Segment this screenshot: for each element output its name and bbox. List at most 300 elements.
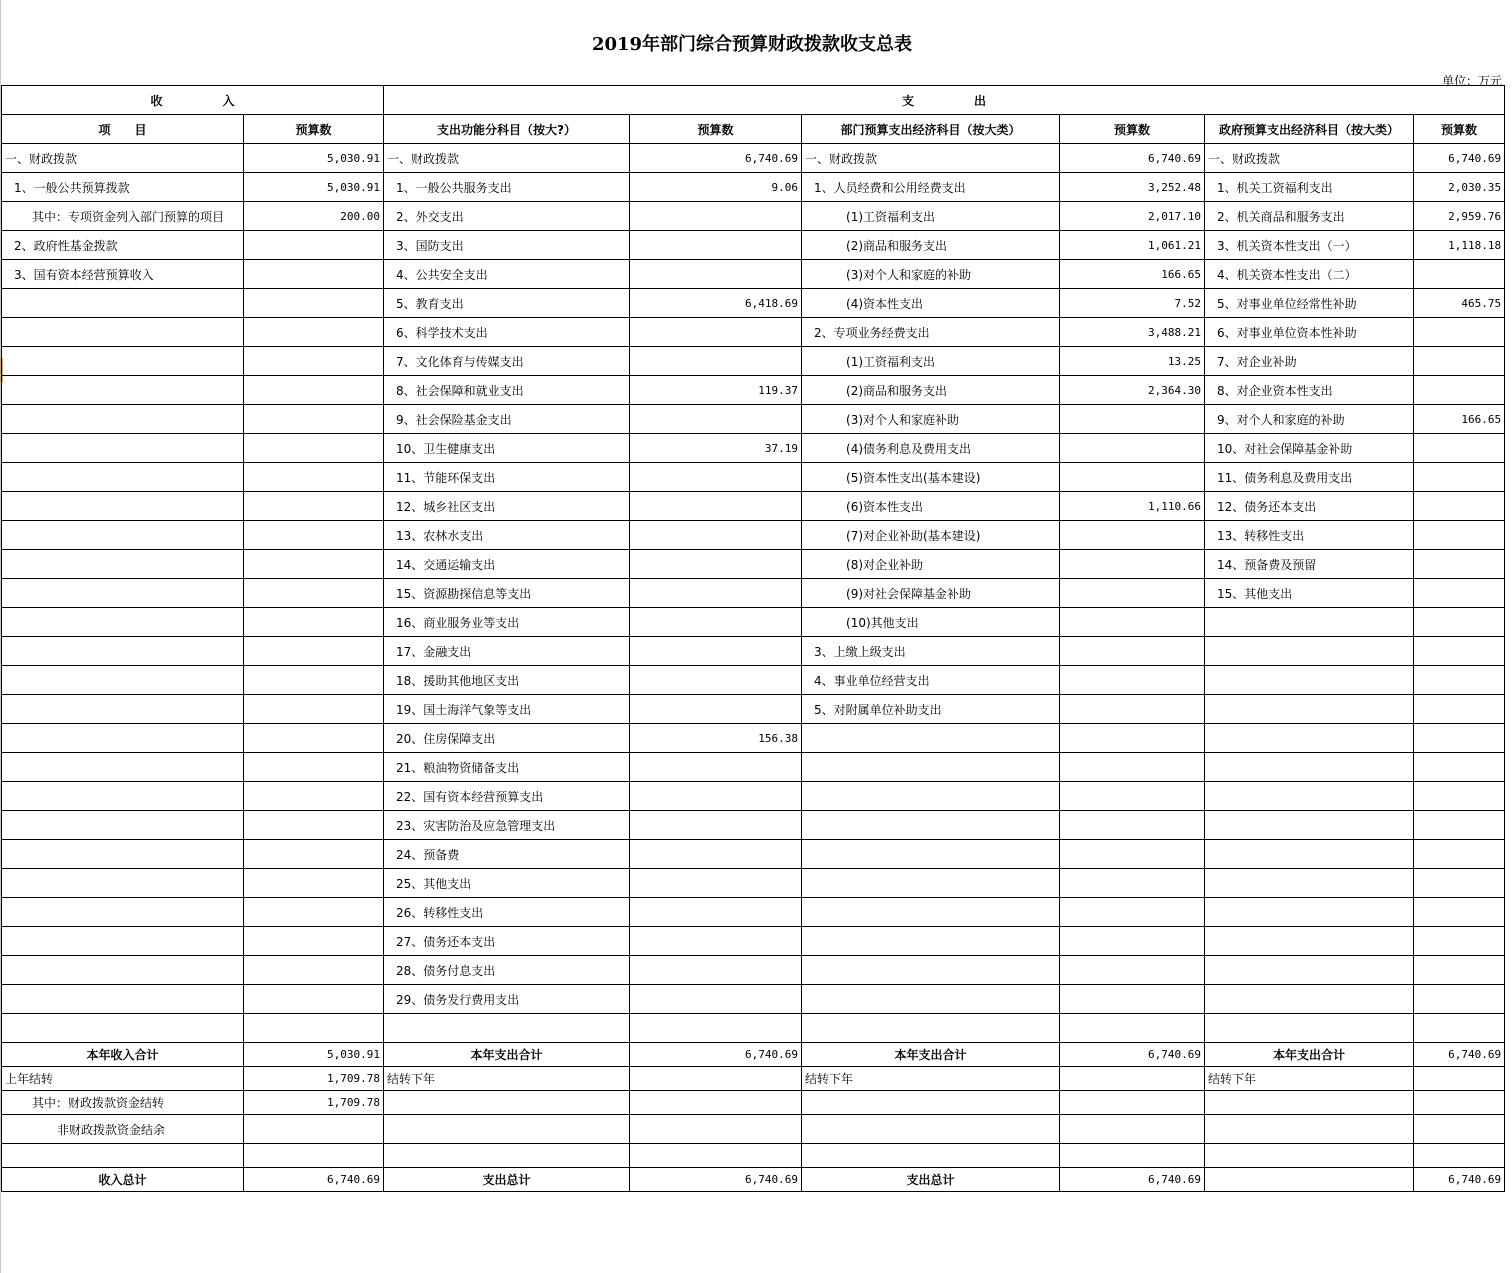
dept-econ-cell[interactable]: 5、对附属单位补助支出 — [802, 695, 1060, 724]
income-item-cell[interactable] — [2, 463, 244, 492]
gov-econ-cell[interactable]: 15、其他支出 — [1205, 579, 1414, 608]
income-item-cell[interactable] — [2, 724, 244, 753]
empty-cell[interactable] — [1060, 1115, 1205, 1144]
gov-budget-cell[interactable] — [1414, 782, 1505, 811]
dept-budget-cell[interactable]: 2,017.10 — [1060, 202, 1205, 231]
income-budget-cell[interactable]: 200.00 — [244, 202, 384, 231]
fiscal-carry-value[interactable]: 1,709.78 — [244, 1091, 384, 1115]
gov-budget-cell[interactable] — [1414, 376, 1505, 405]
func-subject-cell[interactable]: 25、其他支出 — [384, 869, 630, 898]
func-budget-cell[interactable] — [630, 463, 802, 492]
income-budget-cell[interactable] — [244, 724, 384, 753]
gov-budget-cell[interactable] — [1414, 869, 1505, 898]
gov-budget-cell[interactable] — [1414, 463, 1505, 492]
income-budget-cell[interactable] — [244, 550, 384, 579]
func-subject-cell[interactable]: 9、社会保险基金支出 — [384, 405, 630, 434]
func-subject-cell[interactable]: 15、资源勘探信息等支出 — [384, 579, 630, 608]
empty-cell[interactable] — [630, 1144, 802, 1168]
dept-econ-cell[interactable] — [802, 753, 1060, 782]
income-item-cell[interactable] — [2, 550, 244, 579]
year-expense-value[interactable]: 6,740.69 — [630, 1043, 802, 1067]
empty-cell[interactable] — [1414, 1067, 1505, 1091]
year-expense-value[interactable]: 6,740.69 — [1060, 1043, 1205, 1067]
dept-econ-cell[interactable]: 一、财政拨款 — [802, 144, 1060, 173]
gov-budget-cell[interactable]: 2,030.35 — [1414, 173, 1505, 202]
empty-cell[interactable] — [1205, 1115, 1414, 1144]
gov-budget-cell[interactable] — [1414, 811, 1505, 840]
func-subject-cell[interactable]: 11、节能环保支出 — [384, 463, 630, 492]
gov-budget-cell[interactable] — [1414, 1014, 1505, 1043]
func-budget-cell[interactable] — [630, 666, 802, 695]
gov-econ-cell[interactable] — [1205, 782, 1414, 811]
func-budget-cell[interactable] — [630, 985, 802, 1014]
income-budget-cell[interactable] — [244, 405, 384, 434]
dept-budget-cell[interactable] — [1060, 724, 1205, 753]
income-budget-cell[interactable] — [244, 637, 384, 666]
gov-budget-cell[interactable]: 166.65 — [1414, 405, 1505, 434]
income-budget-cell[interactable] — [244, 318, 384, 347]
income-item-cell[interactable] — [2, 927, 244, 956]
dept-budget-cell[interactable] — [1060, 405, 1205, 434]
gov-econ-cell[interactable] — [1205, 695, 1414, 724]
func-subject-cell[interactable]: 6、科学技术支出 — [384, 318, 630, 347]
gov-econ-cell[interactable]: 5、对事业单位经常性补助 — [1205, 289, 1414, 318]
income-budget-cell[interactable] — [244, 231, 384, 260]
year-expense-label[interactable]: 本年支出合计 — [1205, 1043, 1414, 1067]
gov-budget-cell[interactable]: 465.75 — [1414, 289, 1505, 318]
func-budget-cell[interactable] — [630, 1014, 802, 1043]
income-item-cell[interactable] — [2, 405, 244, 434]
dept-econ-cell[interactable] — [802, 927, 1060, 956]
func-budget-cell[interactable] — [630, 318, 802, 347]
dept-budget-cell[interactable] — [1060, 434, 1205, 463]
gov-econ-cell[interactable] — [1205, 840, 1414, 869]
grand-expense-value[interactable]: 6,740.69 — [1414, 1168, 1505, 1192]
func-budget-cell[interactable] — [630, 811, 802, 840]
func-subject-cell[interactable]: 26、转移性支出 — [384, 898, 630, 927]
func-budget-cell[interactable]: 37.19 — [630, 434, 802, 463]
dept-budget-cell[interactable] — [1060, 840, 1205, 869]
dept-econ-cell[interactable]: 3、上缴上级支出 — [802, 637, 1060, 666]
empty-cell[interactable] — [1414, 1144, 1505, 1168]
dept-econ-cell[interactable] — [802, 898, 1060, 927]
gov-budget-cell[interactable] — [1414, 347, 1505, 376]
gov-budget-cell[interactable] — [1414, 318, 1505, 347]
func-budget-cell[interactable] — [630, 782, 802, 811]
dept-budget-cell[interactable] — [1060, 521, 1205, 550]
empty-cell[interactable] — [384, 1144, 630, 1168]
gov-econ-cell[interactable] — [1205, 1014, 1414, 1043]
dept-econ-cell[interactable]: (5)资本性支出(基本建设) — [802, 463, 1060, 492]
empty-cell[interactable] — [630, 1115, 802, 1144]
gov-econ-cell[interactable] — [1205, 608, 1414, 637]
gov-econ-cell[interactable] — [1205, 898, 1414, 927]
dept-econ-cell[interactable] — [802, 956, 1060, 985]
income-item-cell[interactable] — [2, 985, 244, 1014]
dept-budget-cell[interactable] — [1060, 956, 1205, 985]
income-item-cell[interactable] — [2, 695, 244, 724]
income-item-cell[interactable] — [2, 637, 244, 666]
year-income-label[interactable]: 本年收入合计 — [2, 1043, 244, 1067]
func-budget-cell[interactable]: 9.06 — [630, 173, 802, 202]
func-subject-cell[interactable] — [384, 1014, 630, 1043]
income-budget-cell[interactable] — [244, 608, 384, 637]
empty-cell[interactable] — [244, 1144, 384, 1168]
func-subject-cell[interactable]: 3、国防支出 — [384, 231, 630, 260]
gov-econ-cell[interactable] — [1205, 753, 1414, 782]
income-budget-cell[interactable] — [244, 376, 384, 405]
empty-cell[interactable] — [1414, 1115, 1505, 1144]
grand-expense-label[interactable]: 支出总计 — [802, 1168, 1060, 1192]
gov-econ-cell[interactable] — [1205, 956, 1414, 985]
gov-budget-cell[interactable] — [1414, 956, 1505, 985]
year-expense-label[interactable]: 本年支出合计 — [384, 1043, 630, 1067]
income-budget-cell[interactable] — [244, 492, 384, 521]
func-subject-cell[interactable]: 19、国土海洋气象等支出 — [384, 695, 630, 724]
gov-budget-cell[interactable]: 1,118.18 — [1414, 231, 1505, 260]
func-budget-cell[interactable] — [630, 347, 802, 376]
income-item-cell[interactable] — [2, 811, 244, 840]
empty-cell[interactable] — [802, 1144, 1060, 1168]
func-budget-cell[interactable] — [630, 840, 802, 869]
func-subject-cell[interactable]: 24、预备费 — [384, 840, 630, 869]
func-subject-cell[interactable]: 一、财政拨款 — [384, 144, 630, 173]
income-budget-cell[interactable] — [244, 521, 384, 550]
gov-budget-cell[interactable] — [1414, 695, 1505, 724]
income-item-cell[interactable] — [2, 376, 244, 405]
func-budget-cell[interactable]: 156.38 — [630, 724, 802, 753]
dept-econ-cell[interactable] — [802, 869, 1060, 898]
func-budget-cell[interactable] — [630, 927, 802, 956]
gov-budget-cell[interactable] — [1414, 840, 1505, 869]
func-budget-cell[interactable] — [630, 521, 802, 550]
gov-budget-cell[interactable] — [1414, 608, 1505, 637]
next-carry-label[interactable]: 结转下年 — [384, 1067, 630, 1091]
income-item-cell[interactable]: 一、财政拨款 — [2, 144, 244, 173]
table-row — [2, 637, 1505, 666]
dept-budget-cell[interactable] — [1060, 1014, 1205, 1043]
gov-budget-cell[interactable] — [1414, 521, 1505, 550]
income-budget-cell[interactable] — [244, 434, 384, 463]
empty-cell[interactable] — [1205, 1091, 1414, 1115]
gov-econ-cell[interactable]: 一、财政拨款 — [1205, 144, 1414, 173]
gov-econ-cell[interactable]: 1、机关工资福利支出 — [1205, 173, 1414, 202]
nonfiscal-label[interactable]: 非财政拨款资金结余 — [2, 1115, 244, 1144]
gov-econ-cell[interactable] — [1205, 811, 1414, 840]
income-budget-cell[interactable] — [244, 782, 384, 811]
dept-econ-cell[interactable]: 4、事业单位经营支出 — [802, 666, 1060, 695]
func-budget-cell[interactable] — [630, 753, 802, 782]
gov-econ-cell[interactable]: 4、机关资本性支出（二） — [1205, 260, 1414, 289]
empty-cell[interactable] — [802, 1091, 1060, 1115]
prev-carry-value[interactable]: 1,709.78 — [244, 1067, 384, 1091]
gov-econ-cell[interactable]: 6、对事业单位资本性补助 — [1205, 318, 1414, 347]
dept-budget-cell[interactable]: 1,061.21 — [1060, 231, 1205, 260]
func-subject-cell[interactable]: 5、教育支出 — [384, 289, 630, 318]
dept-econ-cell[interactable] — [802, 1014, 1060, 1043]
gov-budget-cell[interactable] — [1414, 260, 1505, 289]
dept-budget-cell[interactable]: 7.52 — [1060, 289, 1205, 318]
dept-budget-cell[interactable] — [1060, 927, 1205, 956]
income-item-cell[interactable] — [2, 579, 244, 608]
income-item-cell[interactable] — [2, 608, 244, 637]
grand-income-label[interactable]: 收入总计 — [2, 1168, 244, 1192]
func-subject-cell[interactable]: 17、金融支出 — [384, 637, 630, 666]
empty-cell[interactable] — [630, 1091, 802, 1115]
income-item-cell[interactable] — [2, 840, 244, 869]
dept-budget-cell[interactable]: 13.25 — [1060, 347, 1205, 376]
func-subject-cell[interactable]: 14、交通运输支出 — [384, 550, 630, 579]
gov-econ-cell[interactable]: 8、对企业资本性支出 — [1205, 376, 1414, 405]
dept-budget-cell[interactable] — [1060, 608, 1205, 637]
empty-cell[interactable] — [1060, 1144, 1205, 1168]
dept-budget-cell[interactable] — [1060, 550, 1205, 579]
gov-budget-cell[interactable] — [1414, 724, 1505, 753]
table-row — [2, 376, 1505, 405]
income-budget-cell[interactable] — [244, 260, 384, 289]
dept-econ-cell[interactable] — [802, 985, 1060, 1014]
empty-cell[interactable] — [1205, 1168, 1414, 1192]
income-budget-cell[interactable] — [244, 869, 384, 898]
dept-econ-cell[interactable]: 1、人员经费和公用经费支出 — [802, 173, 1060, 202]
gov-budget-cell[interactable] — [1414, 550, 1505, 579]
income-item-cell[interactable] — [2, 318, 244, 347]
func-budget-cell[interactable] — [630, 898, 802, 927]
income-item-cell[interactable]: 2、政府性基金拨款 — [2, 231, 244, 260]
gov-budget-cell[interactable]: 6,740.69 — [1414, 144, 1505, 173]
income-item-cell[interactable]: 1、一般公共预算拨款 — [2, 173, 244, 202]
dept-econ-cell[interactable]: (10)其他支出 — [802, 608, 1060, 637]
income-item-cell[interactable] — [2, 782, 244, 811]
empty-cell[interactable] — [1060, 1091, 1205, 1115]
dept-econ-cell[interactable] — [802, 811, 1060, 840]
func-subject-cell[interactable]: 22、国有资本经营预算支出 — [384, 782, 630, 811]
func-budget-cell[interactable] — [630, 492, 802, 521]
income-budget-cell[interactable] — [244, 463, 384, 492]
func-budget-cell[interactable] — [630, 231, 802, 260]
prev-carry-label[interactable]: 上年结转 — [2, 1067, 244, 1091]
func-budget-cell[interactable] — [630, 695, 802, 724]
dept-econ-cell[interactable]: (6)资本性支出 — [802, 492, 1060, 521]
empty-cell[interactable] — [1060, 1067, 1205, 1091]
income-item-cell[interactable] — [2, 289, 244, 318]
income-budget-cell[interactable] — [244, 666, 384, 695]
gov-econ-cell[interactable]: 13、转移性支出 — [1205, 521, 1414, 550]
dept-budget-cell[interactable]: 3,252.48 — [1060, 173, 1205, 202]
dept-budget-cell[interactable]: 1,110.66 — [1060, 492, 1205, 521]
income-item-cell[interactable] — [2, 434, 244, 463]
income-item-cell[interactable] — [2, 753, 244, 782]
income-budget-cell[interactable] — [244, 695, 384, 724]
gov-budget-cell[interactable] — [1414, 753, 1505, 782]
func-subject-cell[interactable]: 29、债务发行费用支出 — [384, 985, 630, 1014]
income-item-cell[interactable] — [2, 347, 244, 376]
gov-econ-cell[interactable]: 10、对社会保障基金补助 — [1205, 434, 1414, 463]
func-subject-cell[interactable]: 12、城乡社区支出 — [384, 492, 630, 521]
empty-cell[interactable] — [244, 1115, 384, 1144]
func-subject-cell[interactable]: 7、文化体育与传媒支出 — [384, 347, 630, 376]
dept-budget-cell[interactable] — [1060, 985, 1205, 1014]
year-expense-value[interactable]: 6,740.69 — [1414, 1043, 1505, 1067]
dept-econ-cell[interactable]: (4)债务利息及费用支出 — [802, 434, 1060, 463]
func-budget-cell[interactable] — [630, 956, 802, 985]
income-budget-cell[interactable] — [244, 289, 384, 318]
gov-econ-cell[interactable]: 14、预备费及预留 — [1205, 550, 1414, 579]
income-budget-cell[interactable] — [244, 898, 384, 927]
nonfiscal-row — [2, 1115, 1505, 1144]
gov-econ-cell[interactable]: 3、机关资本性支出（一） — [1205, 231, 1414, 260]
gov-econ-cell[interactable]: 7、对企业补助 — [1205, 347, 1414, 376]
func-budget-cell[interactable] — [630, 260, 802, 289]
year-expense-label[interactable]: 本年支出合计 — [802, 1043, 1060, 1067]
dept-econ-cell[interactable] — [802, 782, 1060, 811]
func-subject-cell[interactable]: 23、灾害防治及应急管理支出 — [384, 811, 630, 840]
dept-econ-cell[interactable]: (2)商品和服务支出 — [802, 231, 1060, 260]
dept-budget-cell[interactable] — [1060, 782, 1205, 811]
gov-econ-cell[interactable] — [1205, 724, 1414, 753]
func-budget-cell[interactable] — [630, 608, 802, 637]
dept-econ-cell[interactable]: (3)对个人和家庭的补助 — [802, 260, 1060, 289]
dept-budget-cell[interactable] — [1060, 695, 1205, 724]
dept-econ-cell[interactable]: (2)商品和服务支出 — [802, 376, 1060, 405]
income-budget-cell[interactable] — [244, 1014, 384, 1043]
dept-econ-cell[interactable]: 2、专项业务经费支出 — [802, 318, 1060, 347]
dept-econ-cell[interactable] — [802, 840, 1060, 869]
dept-econ-cell[interactable]: (9)对社会保障基金补助 — [802, 579, 1060, 608]
func-subject-cell[interactable]: 8、社会保障和就业支出 — [384, 376, 630, 405]
gov-budget-cell[interactable] — [1414, 579, 1505, 608]
dept-budget-cell[interactable] — [1060, 898, 1205, 927]
grand-expense-value[interactable]: 6,740.69 — [630, 1168, 802, 1192]
gov-budget-cell[interactable] — [1414, 985, 1505, 1014]
func-budget-cell[interactable]: 6,740.69 — [630, 144, 802, 173]
dept-econ-cell[interactable]: (7)对企业补助(基本建设) — [802, 521, 1060, 550]
func-subject-cell[interactable]: 21、粮油物资储备支出 — [384, 753, 630, 782]
gov-budget-cell[interactable] — [1414, 434, 1505, 463]
gov-budget-cell[interactable] — [1414, 492, 1505, 521]
dept-budget-cell[interactable] — [1060, 811, 1205, 840]
func-subject-cell[interactable]: 2、外交支出 — [384, 202, 630, 231]
func-budget-cell[interactable]: 6,418.69 — [630, 289, 802, 318]
gov-budget-cell[interactable] — [1414, 666, 1505, 695]
dept-budget-cell[interactable]: 3,488.21 — [1060, 318, 1205, 347]
income-item-cell[interactable] — [2, 1014, 244, 1043]
gov-econ-cell[interactable]: 12、债务还本支出 — [1205, 492, 1414, 521]
gov-econ-cell[interactable]: 11、债务利息及费用支出 — [1205, 463, 1414, 492]
func-budget-cell[interactable] — [630, 637, 802, 666]
func-subject-cell[interactable]: 20、住房保障支出 — [384, 724, 630, 753]
gov-budget-cell[interactable] — [1414, 637, 1505, 666]
next-carry-label[interactable]: 结转下年 — [1205, 1067, 1414, 1091]
dept-budget-cell[interactable] — [1060, 869, 1205, 898]
empty-cell[interactable] — [384, 1115, 630, 1144]
gov-budget-cell[interactable] — [1414, 898, 1505, 927]
income-item-cell[interactable] — [2, 898, 244, 927]
gov-budget-cell[interactable] — [1414, 927, 1505, 956]
empty-cell[interactable] — [802, 1115, 1060, 1144]
func-subject-cell[interactable]: 27、债务还本支出 — [384, 927, 630, 956]
dept-budget-cell[interactable] — [1060, 753, 1205, 782]
dept-econ-cell[interactable]: (3)对个人和家庭补助 — [802, 405, 1060, 434]
func-subject-cell[interactable]: 4、公共安全支出 — [384, 260, 630, 289]
func-subject-cell[interactable]: 10、卫生健康支出 — [384, 434, 630, 463]
income-item-cell[interactable]: 其中：专项资金列入部门预算的项目 — [2, 202, 244, 231]
year-income-value[interactable]: 5,030.91 — [244, 1043, 384, 1067]
func-budget-cell[interactable] — [630, 550, 802, 579]
income-budget-cell[interactable] — [244, 753, 384, 782]
income-budget-cell[interactable] — [244, 579, 384, 608]
dept-budget-cell[interactable]: 6,740.69 — [1060, 144, 1205, 173]
func-subject-cell[interactable]: 28、债务付息支出 — [384, 956, 630, 985]
income-budget-cell[interactable] — [244, 840, 384, 869]
income-budget-cell[interactable]: 5,030.91 — [244, 173, 384, 202]
dept-budget-cell[interactable]: 2,364.30 — [1060, 376, 1205, 405]
func-budget-cell[interactable] — [630, 405, 802, 434]
next-carry-label[interactable]: 结转下年 — [802, 1067, 1060, 1091]
income-item-cell[interactable] — [2, 956, 244, 985]
gov-econ-cell[interactable]: 9、对个人和家庭的补助 — [1205, 405, 1414, 434]
dept-budget-cell[interactable] — [1060, 463, 1205, 492]
empty-cell[interactable] — [1414, 1091, 1505, 1115]
empty-cell[interactable] — [1205, 1144, 1414, 1168]
fiscal-carry-label[interactable]: 其中：财政拨款资金结转 — [2, 1091, 244, 1115]
func-budget-cell[interactable] — [630, 202, 802, 231]
income-budget-cell[interactable] — [244, 956, 384, 985]
func-subject-cell[interactable]: 18、援助其他地区支出 — [384, 666, 630, 695]
dept-econ-cell[interactable]: (8)对企业补助 — [802, 550, 1060, 579]
gov-econ-cell[interactable]: 2、机关商品和服务支出 — [1205, 202, 1414, 231]
dept-budget-cell[interactable] — [1060, 579, 1205, 608]
dept-econ-cell[interactable]: (1)工资福利支出 — [802, 202, 1060, 231]
dept-budget-cell[interactable]: 166.65 — [1060, 260, 1205, 289]
dept-econ-cell[interactable] — [802, 724, 1060, 753]
grand-expense-label[interactable]: 支出总计 — [384, 1168, 630, 1192]
income-item-cell[interactable]: 3、国有资本经营预算收入 — [2, 260, 244, 289]
dept-budget-cell[interactable] — [1060, 637, 1205, 666]
dept-budget-cell[interactable] — [1060, 666, 1205, 695]
func-budget-cell[interactable]: 119.37 — [630, 376, 802, 405]
func-subject-cell[interactable]: 16、商业服务业等支出 — [384, 608, 630, 637]
grand-expense-value[interactable]: 6,740.69 — [1060, 1168, 1205, 1192]
func-budget-cell[interactable] — [630, 579, 802, 608]
income-budget-cell[interactable] — [244, 985, 384, 1014]
gov-econ-cell[interactable] — [1205, 927, 1414, 956]
func-subject-cell[interactable]: 1、一般公共服务支出 — [384, 173, 630, 202]
gov-econ-cell[interactable] — [1205, 869, 1414, 898]
empty-cell[interactable] — [2, 1144, 244, 1168]
gov-budget-cell[interactable]: 2,959.76 — [1414, 202, 1505, 231]
empty-cell[interactable] — [384, 1091, 630, 1115]
income-budget-cell[interactable]: 5,030.91 — [244, 144, 384, 173]
func-subject-cell[interactable]: 13、农林水支出 — [384, 521, 630, 550]
income-item-cell[interactable] — [2, 521, 244, 550]
income-item-cell[interactable] — [2, 492, 244, 521]
gov-econ-cell[interactable] — [1205, 666, 1414, 695]
income-budget-cell[interactable] — [244, 927, 384, 956]
dept-econ-cell[interactable]: (4)资本性支出 — [802, 289, 1060, 318]
gov-econ-cell[interactable] — [1205, 985, 1414, 1014]
income-item-cell[interactable] — [2, 869, 244, 898]
func-budget-cell[interactable] — [630, 869, 802, 898]
grand-income-value[interactable]: 6,740.69 — [244, 1168, 384, 1192]
income-item-cell[interactable] — [2, 666, 244, 695]
gov-econ-cell[interactable] — [1205, 637, 1414, 666]
table-row — [2, 289, 1505, 318]
dept-econ-cell[interactable]: (1)工资福利支出 — [802, 347, 1060, 376]
income-budget-cell[interactable] — [244, 347, 384, 376]
income-budget-cell[interactable] — [244, 811, 384, 840]
empty-cell[interactable] — [630, 1067, 802, 1091]
